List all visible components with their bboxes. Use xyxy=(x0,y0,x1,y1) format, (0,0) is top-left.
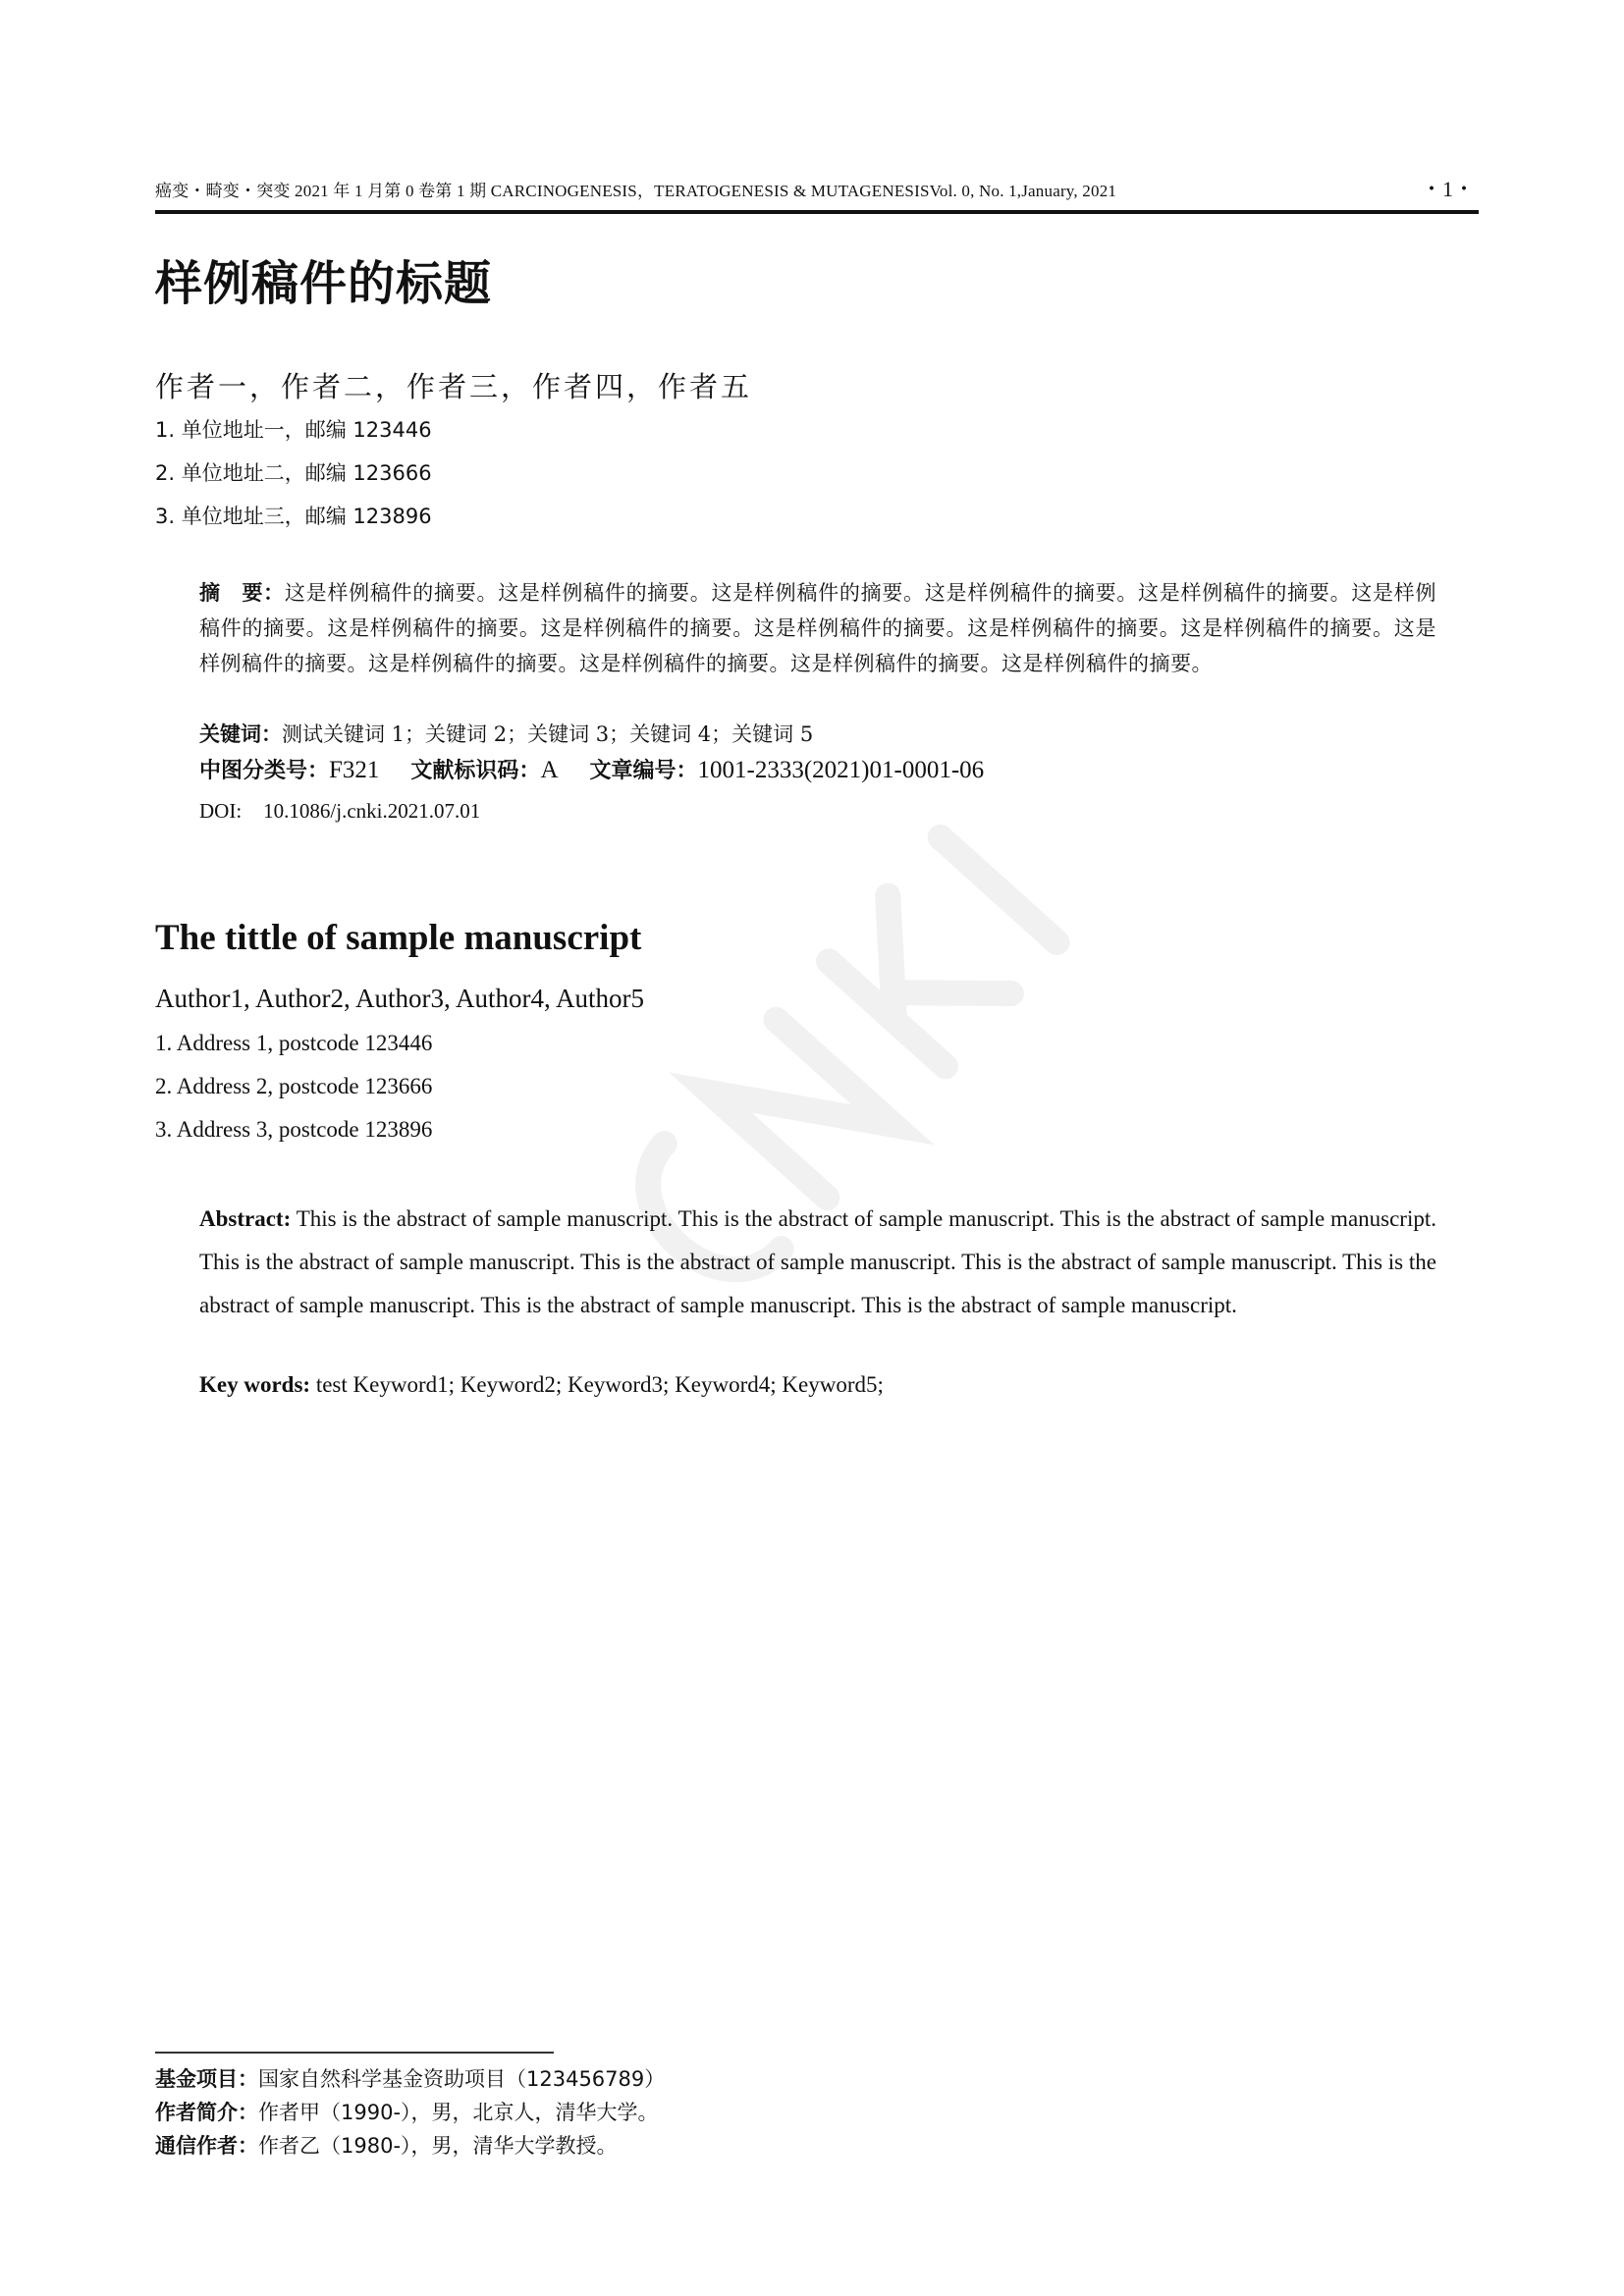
cn-keywords xyxy=(199,719,813,748)
en-keywords xyxy=(199,1372,884,1398)
en-affiliation: 1. Address 1, postcode 123446 xyxy=(155,1031,433,1055)
footnote-label: 基金项目： xyxy=(155,2067,258,2091)
cn-abstract-text: 这是样例稿件的摘要。这是样例稿件的摘要。这是样例稿件的摘要。这是样例稿件的摘要。这是样例稿件的摘要。这是样例稿件的摘要。这是样例稿件的摘要。这是样例稿件的摘要。这是样例稿件的摘要。这是样例稿件的摘要。这是样例稿件的摘要。这是样例稿件的摘要。这是样例稿件的摘要。这是样例稿件的摘要。这是样例稿件的摘要。这是样例稿件的摘要。 xyxy=(199,581,1437,675)
en-title: The tittle of sample manuscript xyxy=(155,918,642,958)
doc-code-label: 文献标识码： xyxy=(410,759,541,783)
en-abstract-text: This is the abstract of sample manuscript. This is the abstract of sample manuscript. This is the abstract of sample manuscript. This is the abstract of sample manuscript. This is the abstract of sample manuscript. This is the abstract of sample manuscript. This is the abstract of sample manuscript. This is the abstract of sample manuscript. This is the abstract of sample manuscript. xyxy=(199,1206,1436,1317)
clc-label: 中图分类号： xyxy=(199,759,330,783)
cn-affiliation: 2. 单位地址二，邮编 123666 xyxy=(155,461,432,485)
article-no-label: 文章编号： xyxy=(589,759,698,783)
en-authors: Author1, Author2, Author3, Author4, Author5 xyxy=(155,984,644,1013)
footnote-author-bio xyxy=(155,2097,659,2126)
doi-line xyxy=(199,799,480,824)
cn-abstract-label: 摘 要： xyxy=(199,581,285,605)
page-number: ・1・ xyxy=(1420,177,1475,201)
journal-line: 癌变・畸变・突变 2021 年 1 月第 0 卷第 1 期 CARCINOGENESIS，TERATOGENESIS & MUTAGENESISVol. 0, No. 1,January, 2021 xyxy=(155,182,1117,200)
footnote-text: 国家自然科学基金资助项目（123456789） xyxy=(258,2067,666,2091)
en-affiliation: 3. Address 3, postcode 123896 xyxy=(155,1117,433,1142)
en-keywords-text: test Keyword1; Keyword2; Keyword3; Keyword4; Keyword5; xyxy=(315,1372,884,1397)
cn-authors: 作者一，作者二，作者三，作者四，作者五 xyxy=(155,370,753,403)
header-rule xyxy=(155,210,1479,214)
cn-affiliation: 1. 单位地址一，邮编 123446 xyxy=(155,418,432,442)
doi-link[interactable]: 10.1086/j.cnki.2021.07.01 xyxy=(263,799,481,823)
doc-code-value: A xyxy=(540,757,559,783)
cn-keywords-label: 关键词： xyxy=(199,722,282,746)
running-header xyxy=(155,173,1479,210)
footnote-label: 作者简介： xyxy=(155,2101,258,2124)
clc-value: F321 xyxy=(329,757,380,783)
footnote-funding xyxy=(155,2063,665,2093)
cn-title: 样例稿件的标题 xyxy=(155,256,493,311)
doi-label: DOI: xyxy=(199,799,243,823)
en-keywords-label: Key words: xyxy=(199,1372,311,1397)
footnote-label: 通信作者： xyxy=(155,2134,258,2158)
footnote-text: 作者甲（1990-），男，北京人，清华大学。 xyxy=(258,2101,659,2124)
footnote-rule xyxy=(155,2052,554,2054)
footnote-text: 作者乙（1980-），男，清华大学教授。 xyxy=(258,2134,618,2158)
en-affiliation: 2. Address 2, postcode 123666 xyxy=(155,1074,433,1098)
en-abstract xyxy=(199,1198,1436,1327)
cn-affiliation: 3. 单位地址三，邮编 123896 xyxy=(155,505,432,528)
footnote-corresponding xyxy=(155,2130,618,2160)
article-no-value: 1001-2333(2021)01-0001-06 xyxy=(697,757,985,783)
cn-abstract xyxy=(199,575,1436,681)
cn-keywords-text: 测试关键词 1；关键词 2；关键词 3；关键词 4；关键词 5 xyxy=(282,722,814,746)
en-abstract-label: Abstract: xyxy=(199,1206,292,1231)
classification-line xyxy=(199,754,984,784)
